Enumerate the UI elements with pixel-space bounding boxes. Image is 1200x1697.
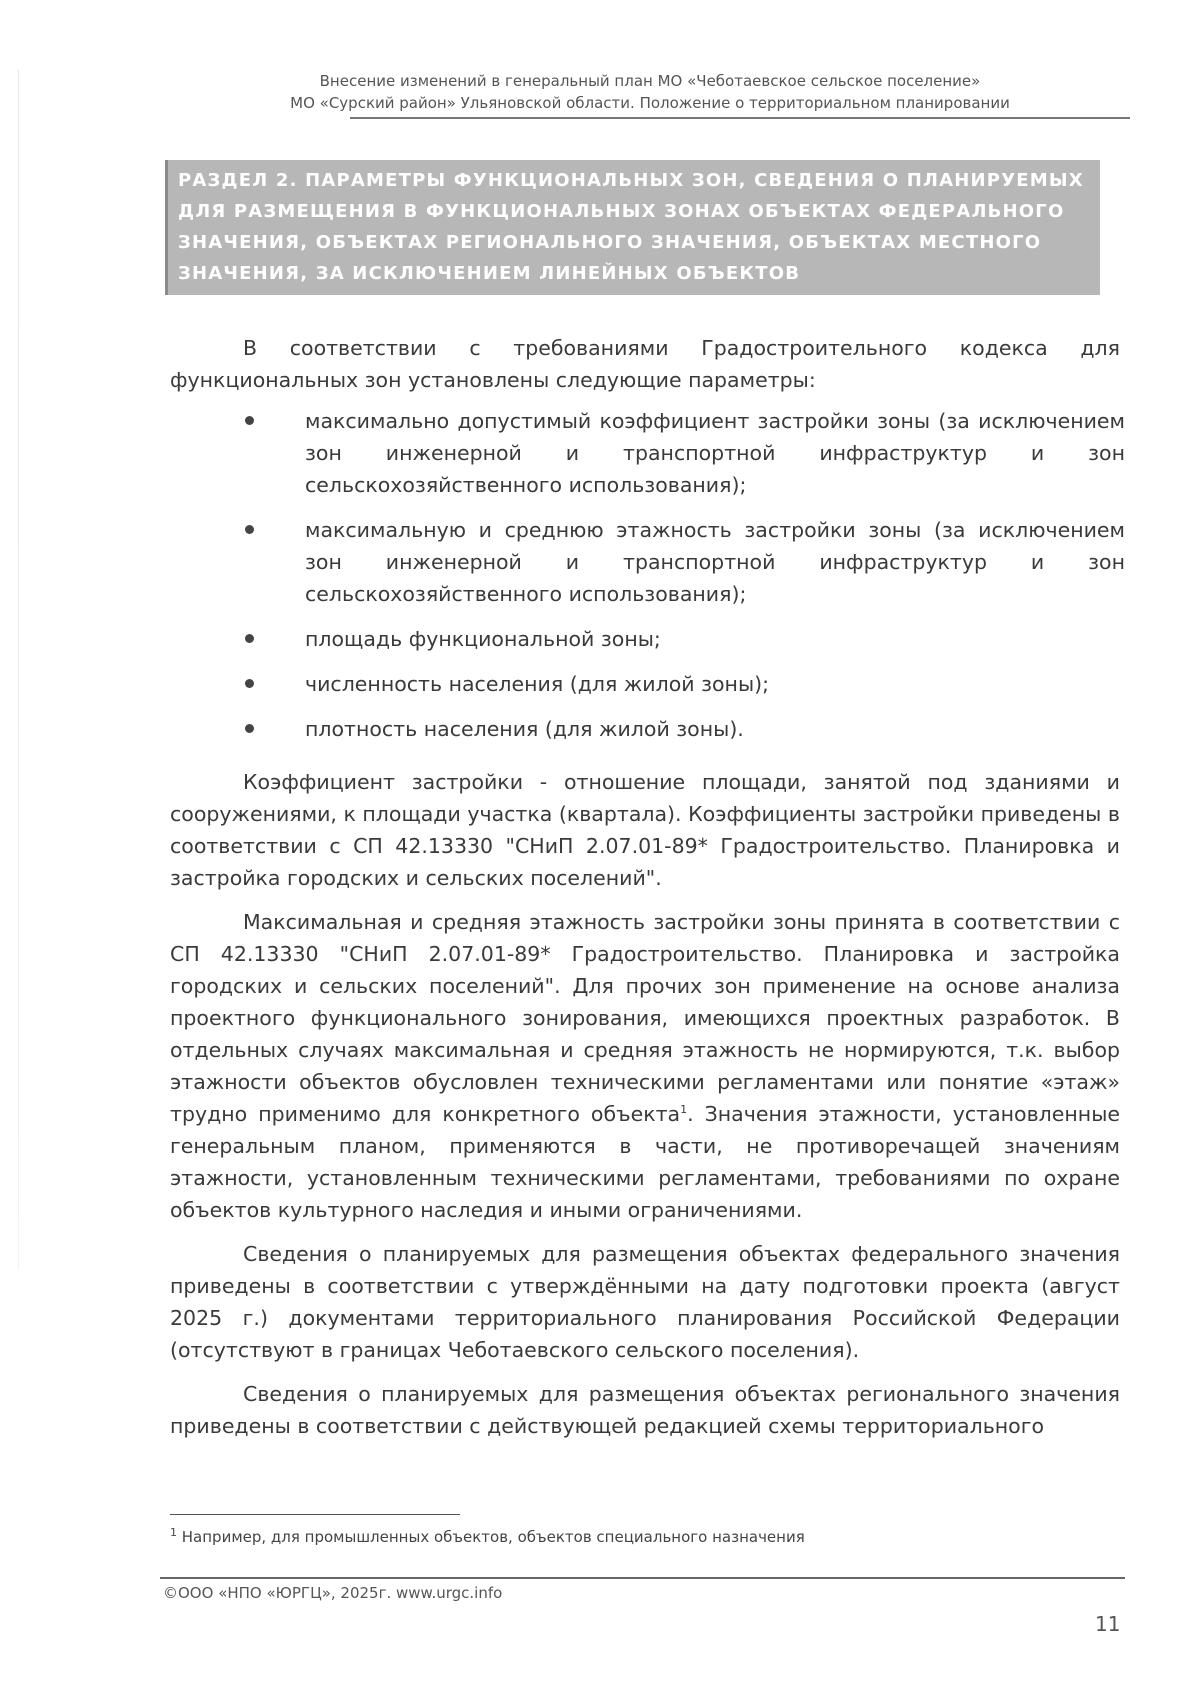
list-item-text: плотность населения (для жилой зоны). — [305, 717, 744, 741]
bullet-icon — [245, 724, 254, 733]
running-header — [170, 70, 1130, 114]
floors-text-part2: . Значения этажности, установленные генеральным планом, применяются в части, не противоречащей значениям этажности, установленным техническими регламентами, требованиями по охране объектов культурного наследия и иными ограничениями. — [170, 1102, 1120, 1222]
bullet-icon — [245, 416, 254, 425]
footer-copyright: ©ООО «НПО «ЮРГЦ», 2025г. www.urgc.info — [163, 1584, 503, 1602]
section-heading: РАЗДЕЛ 2. ПАРАМЕТРЫ ФУНКЦИОНАЛЬНЫХ ЗОН, СВЕДЕНИЯ О ПЛАНИРУЕМЫХ ДЛЯ РАЗМЕЩЕНИЯ В ФУНКЦИОНАЛЬНЫХ ЗОНАХ ОБЪЕКТАХ ФЕДЕРАЛЬНОГО ЗНАЧЕНИЯ, ОБЪЕКТАХ РЕГИОНАЛЬНОГО ЗНАЧЕНИЯ, ОБЪЕКТАХ МЕСТНОГО ЗНАЧЕНИЯ, ЗА ИСКЛЮЧЕНИЕМ ЛИНЕЙНЫХ ОБЪЕКТОВ — [165, 160, 1100, 295]
body-paragraphs — [170, 766, 1120, 1454]
footnote-text: Например, для промышленных объектов, объектов специального назначения — [177, 1528, 805, 1546]
footnote — [170, 1528, 805, 1546]
list-item-text: максимально допустимый коэффициент застройки зоны (за исключением зон инженерной и транспортной инфраструктур и зон сельскохозяйственного использования); — [305, 409, 1125, 497]
list-item — [245, 668, 1125, 700]
parameters-list — [245, 405, 1125, 758]
footnote-mark: 1 — [170, 1526, 177, 1539]
footnote-divider — [170, 1514, 460, 1515]
bullet-icon — [245, 525, 254, 534]
list-item-text: площадь функциональной зоны; — [305, 627, 661, 651]
page-number: 11 — [1095, 1612, 1121, 1636]
bullet-icon — [245, 634, 254, 643]
intro-block — [170, 332, 1120, 408]
intro-paragraph: В соответствии с требованиями Градостроительного кодекса для функциональных зон установлены следующие параметры: — [170, 336, 1120, 392]
list-item — [245, 405, 1125, 501]
footer-divider — [160, 1577, 1125, 1579]
list-item — [245, 713, 1125, 745]
coefficient-paragraph: Коэффициент застройки - отношение площади, занятой под зданиями и сооружениями, к площади участка (квартала). Коэффициенты застройки приведены в соответствии с СП 42.13330 "СНиП 2.07.01-89* Градостроительство. Планировка и застройка городских и сельских поселений". — [170, 770, 1120, 890]
header-line-2: МО «Сурский район» Ульяновской области. Положение о территориальном планировании — [290, 94, 1010, 112]
list-item — [245, 623, 1125, 655]
header-line-1: Внесение изменений в генеральный план МО «Чеботаевское сельское поселение» — [319, 72, 981, 90]
list-item-text: максимальную и среднюю этажность застройки зоны (за исключением зон инженерной и транспортной инфраструктур и зон сельскохозяйственного использования); — [305, 518, 1125, 606]
regional-objects-paragraph: Сведения о планируемых для размещения объектах регионального значения приведены в соответствии с действующей редакцией схемы территориального — [170, 1382, 1120, 1438]
footnote-reference[interactable]: 1 — [680, 1103, 688, 1117]
scan-edge-line — [18, 70, 19, 1270]
floors-paragraph — [170, 906, 1120, 1226]
federal-objects-paragraph: Сведения о планируемых для размещения объектах федерального значения приведены в соответствии с утверждёнными на дату подготовки проекта (август 2025 г.) документами территориального планирования Российской Федерации (отсутствуют в границах Чеботаевского сельского поселения). — [170, 1242, 1120, 1362]
header-divider — [350, 117, 1130, 119]
bullet-icon — [245, 679, 254, 688]
list-item — [245, 514, 1125, 610]
floors-text-part1: Максимальная и средняя этажность застройки зоны принята в соответствии с СП 42.13330 "СНиП 2.07.01-89* Градостроительство. Планировка и застройка городских и сельских поселений". Для прочих зон применение на основе анализа проектного функционального зонирования, имеющихся проектных разработок. В отдельных случаях максимальная и средняя этажность не нормируются, т.к. выбор этажности объектов обусловлен техническими регламентами или понятие «этаж» трудно применимо для конкретного объекта — [170, 910, 1120, 1126]
list-item-text: численность населения (для жилой зоны); — [305, 672, 770, 696]
